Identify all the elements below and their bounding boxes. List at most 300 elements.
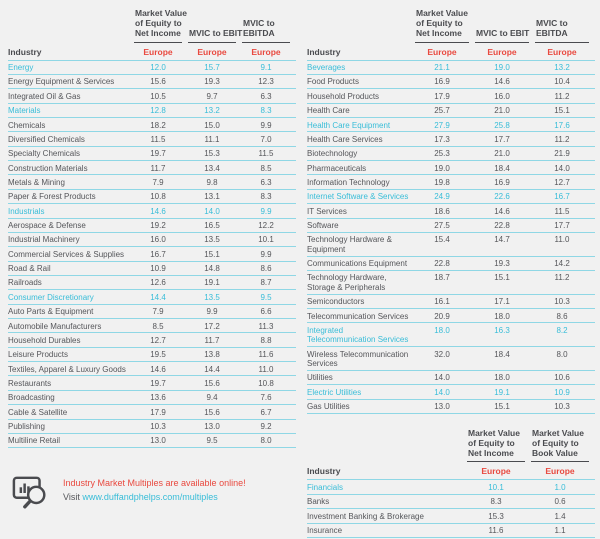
value-cell: 13.1: [204, 192, 220, 202]
table-row: [8, 262, 296, 276]
table-row: [8, 118, 296, 132]
value-cell: 14.8: [204, 264, 220, 274]
industry-cell: Beverages: [307, 63, 346, 73]
industry-cell: Energy Equipment & Services: [8, 77, 115, 87]
value-cell: 10.1: [258, 235, 274, 245]
value-cell: 14.6: [150, 206, 166, 216]
value-cell: 14.6: [150, 364, 166, 374]
industry-cell: Leisure Products: [8, 350, 69, 360]
value-cell: 18.0: [494, 373, 510, 383]
industry-cell: Diversified Chemicals: [8, 134, 85, 144]
table-row: [8, 190, 296, 204]
footer-promo: [12, 474, 296, 517]
value-cell: 18.4: [494, 163, 510, 173]
industry-cell: Industrial Machinery: [8, 235, 80, 245]
value-cell: 7.9: [152, 307, 164, 317]
industry-cell: Integrated Telecommunication Services: [307, 325, 409, 345]
value-cell: 8.2: [556, 325, 568, 335]
industry-cell: Household Products: [307, 91, 380, 101]
value-cell: 19.1: [494, 387, 510, 397]
value-cell: 11.5: [258, 149, 274, 159]
value-cell: 17.7: [494, 134, 510, 144]
column-header: [415, 8, 469, 43]
value-cell: 15.0: [204, 120, 220, 130]
value-cell: 9.7: [206, 91, 218, 101]
table-row: [8, 319, 296, 333]
table-row: [307, 309, 595, 323]
value-cell: 1.0: [554, 482, 566, 492]
column-header: [475, 28, 529, 42]
industry-cell: Chemicals: [8, 120, 46, 130]
table-row: [8, 305, 296, 319]
value-cell: 11.0: [258, 364, 274, 374]
value-cell: 13.0: [204, 422, 220, 432]
value-cell: 15.3: [488, 511, 504, 521]
value-cell: 17.7: [554, 221, 570, 231]
value-cell: 9.8: [206, 177, 218, 187]
column-header-line: EBITDA: [243, 28, 275, 39]
value-cell: 11.2: [554, 273, 570, 283]
value-cell: 14.7: [494, 235, 510, 245]
value-cell: 18.0: [494, 311, 510, 321]
table-row: [8, 276, 296, 290]
value-cell: 22.8: [494, 221, 510, 231]
value-cell: 19.3: [204, 77, 220, 87]
column-header-line: Net Income: [468, 448, 514, 459]
value-cell: 17.9: [150, 407, 166, 417]
value-cell: 7.9: [152, 177, 164, 187]
industry-cell: Wireless Telecommunication Services: [307, 349, 409, 368]
value-cell: 17.3: [434, 134, 450, 144]
value-cell: 11.2: [554, 91, 570, 101]
value-cell: 12.7: [554, 177, 570, 187]
column-header-line: Market Value: [416, 8, 468, 18]
value-cell: 11.2: [554, 134, 570, 144]
value-cell: 13.2: [204, 106, 220, 116]
value-cell: 19.2: [150, 221, 166, 231]
value-cell: 9.4: [206, 393, 218, 403]
value-cell: 13.2: [554, 63, 570, 73]
value-cell: 11.7: [204, 335, 220, 345]
value-cell: 18.7: [434, 273, 450, 283]
value-cell: 16.0: [150, 235, 166, 245]
value-cell: 8.3: [490, 497, 502, 507]
value-cell: 32.0: [434, 349, 450, 359]
value-cell: 8.3: [260, 106, 272, 116]
table-row: [8, 175, 296, 189]
value-cell: 14.6: [494, 206, 510, 216]
value-cell: 20.9: [434, 311, 450, 321]
industry-cell: Pharmaceuticals: [307, 163, 367, 173]
industry-cell: Industrials: [8, 206, 45, 216]
chart-magnifier-icon: [12, 474, 50, 517]
industry-cell: Banks: [307, 497, 330, 507]
value-cell: 9.9: [260, 206, 272, 216]
value-cell: 10.8: [258, 378, 274, 388]
table-row: [307, 385, 595, 399]
column-header: [242, 18, 290, 42]
industry-cell: Auto Parts & Equipment: [8, 307, 94, 317]
industry-cell: Paper & Forest Products: [8, 192, 96, 202]
industry-cell: Restaurants: [8, 378, 52, 388]
value-cell: 15.6: [204, 407, 220, 417]
value-cell: 0.6: [554, 497, 566, 507]
industry-cell: Automobile Manufacturers: [8, 321, 102, 331]
value-cell: 10.4: [554, 77, 570, 87]
table-row: [8, 290, 296, 304]
table-row: [8, 219, 296, 233]
table-row: [307, 495, 595, 509]
value-cell: 10.1: [488, 482, 504, 492]
region-label: Europe: [143, 46, 173, 57]
value-cell: 15.4: [434, 235, 450, 245]
industry-cell: Information Technology: [307, 177, 390, 187]
right-column: [307, 8, 595, 538]
value-cell: 13.0: [150, 436, 166, 446]
value-cell: 10.9: [554, 387, 570, 397]
value-cell: 8.3: [260, 192, 272, 202]
table-row: [8, 204, 296, 218]
column-header-line: Market Value: [532, 427, 584, 438]
column-header-line: Market Value: [135, 8, 187, 18]
table-row: [8, 333, 296, 347]
value-cell: 15.1: [494, 402, 510, 412]
table-row: [307, 118, 595, 132]
table-row: [8, 104, 296, 118]
value-cell: 16.0: [494, 91, 510, 101]
table-row: [8, 405, 296, 419]
table-row: [307, 147, 595, 161]
value-cell: 11.6: [488, 526, 504, 536]
value-cell: 18.2: [150, 120, 166, 130]
industry-cell: Electric Utilities: [307, 387, 362, 397]
table-row: [307, 323, 595, 347]
value-cell: 10.3: [554, 297, 570, 307]
table-row: [8, 247, 296, 261]
region-label: Europe: [545, 466, 575, 477]
value-cell: 12.2: [258, 221, 274, 231]
value-cell: 10.8: [150, 192, 166, 202]
table-row: [8, 434, 296, 448]
table-row: [307, 204, 595, 218]
value-cell: 8.8: [260, 335, 272, 345]
column-header: [467, 428, 525, 463]
value-cell: 17.2: [204, 321, 220, 331]
region-label: Europe: [427, 46, 457, 57]
table-row: [307, 132, 595, 146]
table-row: [307, 161, 595, 175]
industry-cell: Financials: [307, 482, 344, 492]
industry-cell: Railroads: [8, 278, 42, 288]
value-cell: 19.0: [494, 63, 510, 73]
value-cell: 6.7: [260, 407, 272, 417]
table-row: [307, 257, 595, 271]
value-cell: 10.3: [554, 402, 570, 412]
value-cell: 16.9: [434, 77, 450, 87]
value-cell: 6.3: [260, 91, 272, 101]
value-cell: 19.7: [150, 378, 166, 388]
value-cell: 27.9: [434, 120, 450, 130]
table-row: [8, 391, 296, 405]
industry-cell: Food Products: [307, 77, 360, 87]
value-cell: 1.4: [554, 511, 566, 521]
value-cell: 22.6: [494, 192, 510, 202]
table-row: [307, 271, 595, 295]
table-header-row: [307, 8, 595, 43]
value-cell: 13.0: [434, 402, 450, 412]
value-cell: 19.5: [150, 350, 166, 360]
region-label: Europe: [251, 46, 281, 57]
table-header-row: [307, 428, 595, 463]
value-cell: 7.0: [260, 134, 272, 144]
industry-cell: Materials: [8, 106, 41, 116]
value-cell: 9.2: [260, 422, 272, 432]
table-row: [307, 104, 595, 118]
region-header-row: [307, 462, 595, 480]
value-cell: 22.8: [434, 259, 450, 269]
value-cell: 11.1: [204, 134, 220, 144]
table-row: [307, 480, 595, 494]
value-cell: 12.8: [150, 106, 166, 116]
value-cell: 19.3: [494, 259, 510, 269]
industry-cell: Health Care: [307, 106, 350, 116]
industry-cell: Semiconductors: [307, 297, 365, 307]
industry-cell: Metals & Mining: [8, 177, 65, 187]
value-cell: 16.9: [494, 177, 510, 187]
industry-cell: Technology Hardware & Equipment: [307, 235, 392, 254]
column-header-line: EBITDA: [536, 28, 568, 39]
value-cell: 8.0: [556, 349, 568, 359]
value-cell: 13.5: [204, 235, 220, 245]
table-row: [307, 233, 595, 257]
value-cell: 13.4: [204, 163, 220, 173]
value-cell: 11.0: [554, 235, 570, 245]
value-cell: 21.1: [434, 63, 450, 73]
value-cell: 6.3: [260, 177, 272, 187]
table-row: [8, 132, 296, 146]
industry-cell: Technology Hardware, Storage & Peripherals: [307, 273, 387, 292]
value-cell: 17.6: [554, 120, 570, 130]
industry-column-header: Industry: [8, 46, 42, 57]
industry-cell: Textiles, Apparel & Luxury Goods: [8, 364, 126, 374]
value-cell: 14.6: [494, 77, 510, 87]
value-cell: 9.5: [260, 292, 272, 302]
value-cell: 12.7: [150, 335, 166, 345]
industry-cell: Publishing: [8, 422, 45, 432]
table-row: [307, 371, 595, 385]
value-cell: 13.6: [150, 393, 166, 403]
value-cell: 19.7: [150, 149, 166, 159]
table-header-row: [8, 8, 296, 43]
value-cell: 18.0: [434, 325, 450, 335]
region-label: Europe: [487, 46, 517, 57]
value-cell: 8.5: [152, 321, 164, 331]
region-label: Europe: [481, 466, 511, 477]
table-row: [8, 362, 296, 376]
table-row: [307, 509, 595, 523]
table-row: [8, 233, 296, 247]
value-cell: 9.9: [260, 120, 272, 130]
value-cell: 13.5: [204, 292, 220, 302]
value-cell: 16.7: [554, 192, 570, 202]
region-label: Europe: [547, 46, 577, 57]
industry-cell: Cable & Satellite: [8, 407, 68, 417]
value-cell: 21.9: [554, 149, 570, 159]
table-row: [8, 420, 296, 434]
table-row: [8, 161, 296, 175]
industry-cell: Utilities: [307, 373, 333, 383]
value-cell: 21.0: [494, 149, 510, 159]
column-header-line: Net Income: [416, 28, 462, 39]
value-cell: 27.5: [434, 221, 450, 231]
industry-cell: Multiline Retail: [8, 436, 61, 446]
value-cell: 14.0: [434, 387, 450, 397]
value-cell: 11.6: [258, 350, 274, 360]
table-row: [307, 400, 595, 414]
footer-visit-line: [63, 492, 246, 502]
value-cell: 14.0: [204, 206, 220, 216]
value-cell: 15.6: [150, 77, 166, 87]
industry-cell: Investment Banking & Brokerage: [307, 511, 424, 521]
value-cell: 9.5: [206, 436, 218, 446]
region-header-row: [8, 43, 296, 61]
value-cell: 14.0: [554, 163, 570, 173]
column-header-line: of Equity to: [135, 18, 182, 29]
industry-cell: Aerospace & Defense: [8, 221, 86, 231]
value-cell: 7.6: [260, 393, 272, 403]
value-cell: 15.3: [204, 149, 220, 159]
value-cell: 10.5: [150, 91, 166, 101]
industry-cell: Gas Utilities: [307, 402, 350, 412]
value-cell: 12.3: [258, 77, 274, 87]
value-cell: 10.9: [150, 264, 166, 274]
industry-cell: Telecommunication Services: [307, 311, 409, 321]
value-cell: 14.2: [554, 259, 570, 269]
table-row: [307, 190, 595, 204]
value-cell: 16.5: [204, 221, 220, 231]
column-header-line: Net Income: [135, 28, 181, 39]
value-cell: 25.3: [434, 149, 450, 159]
table-row: [307, 175, 595, 189]
value-cell: 9.1: [260, 63, 272, 73]
table-row: [8, 348, 296, 362]
column-header-line: Book Value: [532, 448, 578, 459]
value-cell: 14.4: [204, 364, 220, 374]
value-cell: 18.4: [494, 349, 510, 359]
value-cell: 19.1: [204, 278, 220, 288]
region-header-row: [307, 43, 595, 61]
multiples-table-left: [8, 8, 296, 448]
financials-table: [307, 428, 595, 538]
column-header-line: of Equity to: [416, 18, 463, 29]
table-row: [8, 61, 296, 75]
value-cell: 6.6: [260, 307, 272, 317]
value-cell: 8.5: [260, 163, 272, 173]
table-row: [8, 376, 296, 390]
industry-cell: Biotechnology: [307, 149, 358, 159]
value-cell: 15.7: [204, 63, 220, 73]
industry-cell: Internet Software & Services: [307, 192, 409, 202]
table-row: [307, 75, 595, 89]
region-label: Europe: [197, 46, 227, 57]
value-cell: 16.1: [434, 297, 450, 307]
industry-cell: Insurance: [307, 526, 343, 536]
value-cell: 15.6: [204, 378, 220, 388]
value-cell: 17.1: [494, 297, 510, 307]
industry-cell: Communications Equipment: [307, 259, 408, 269]
value-cell: 18.6: [434, 206, 450, 216]
industry-cell: Commercial Services & Supplies: [8, 249, 125, 259]
table-row: [8, 147, 296, 161]
value-cell: 19.0: [434, 163, 450, 173]
column-header-line: of Equity to: [532, 438, 579, 449]
value-cell: 16.3: [494, 325, 510, 335]
value-cell: 13.8: [204, 350, 220, 360]
table-row: [307, 89, 595, 103]
value-cell: 21.0: [494, 106, 510, 116]
industry-cell: Energy: [8, 63, 34, 73]
table-row: [307, 61, 595, 75]
value-cell: 25.8: [494, 120, 510, 130]
value-cell: 24.9: [434, 192, 450, 202]
value-cell: 8.6: [260, 264, 272, 274]
column-header: [188, 28, 243, 42]
value-cell: 15.1: [554, 106, 570, 116]
industry-cell: IT Services: [307, 206, 347, 216]
value-cell: 11.7: [150, 163, 166, 173]
value-cell: 12.0: [150, 63, 166, 73]
industry-cell: Household Durables: [8, 335, 81, 345]
industry-cell: Health Care Services: [307, 134, 383, 144]
value-cell: 15.1: [494, 273, 510, 283]
value-cell: 8.0: [260, 436, 272, 446]
industry-column-header: Industry: [307, 46, 341, 57]
footer-headline: Industry Market Multiples are available online!: [63, 478, 246, 489]
table-row: [307, 347, 595, 371]
left-column: [8, 8, 296, 538]
industry-cell: Integrated Oil & Gas: [8, 91, 81, 101]
industry-cell: Construction Materials: [8, 163, 88, 173]
multiples-link[interactable]: www.duffandphelps.com/multiples: [82, 492, 218, 503]
industry-cell: Health Care Equipment: [307, 120, 391, 130]
value-cell: 19.8: [434, 177, 450, 187]
table-row: [8, 75, 296, 89]
table-row: [8, 89, 296, 103]
value-cell: 17.9: [434, 91, 450, 101]
column-header-line: MVIC to: [536, 18, 568, 29]
value-cell: 11.3: [258, 321, 274, 331]
industry-column-header: Industry: [307, 466, 341, 477]
value-cell: 16.7: [150, 249, 166, 259]
footer-text: [63, 474, 246, 502]
column-header: [531, 428, 589, 463]
value-cell: 15.1: [204, 249, 220, 259]
value-cell: 12.6: [150, 278, 166, 288]
industry-cell: Software: [307, 221, 339, 231]
table-row: [307, 219, 595, 233]
value-cell: 10.6: [554, 373, 570, 383]
column-header-line: MVIC to EBIT: [189, 28, 243, 39]
value-cell: 14.4: [150, 292, 166, 302]
value-cell: 25.7: [434, 106, 450, 116]
column-header-line: Market Value: [468, 427, 520, 438]
multiples-table-right: [307, 8, 595, 414]
value-cell: 1.1: [554, 526, 566, 536]
table-row: [307, 524, 595, 538]
column-header-line: MVIC to: [243, 18, 275, 29]
value-cell: 8.7: [260, 278, 272, 288]
value-cell: 14.0: [434, 373, 450, 383]
